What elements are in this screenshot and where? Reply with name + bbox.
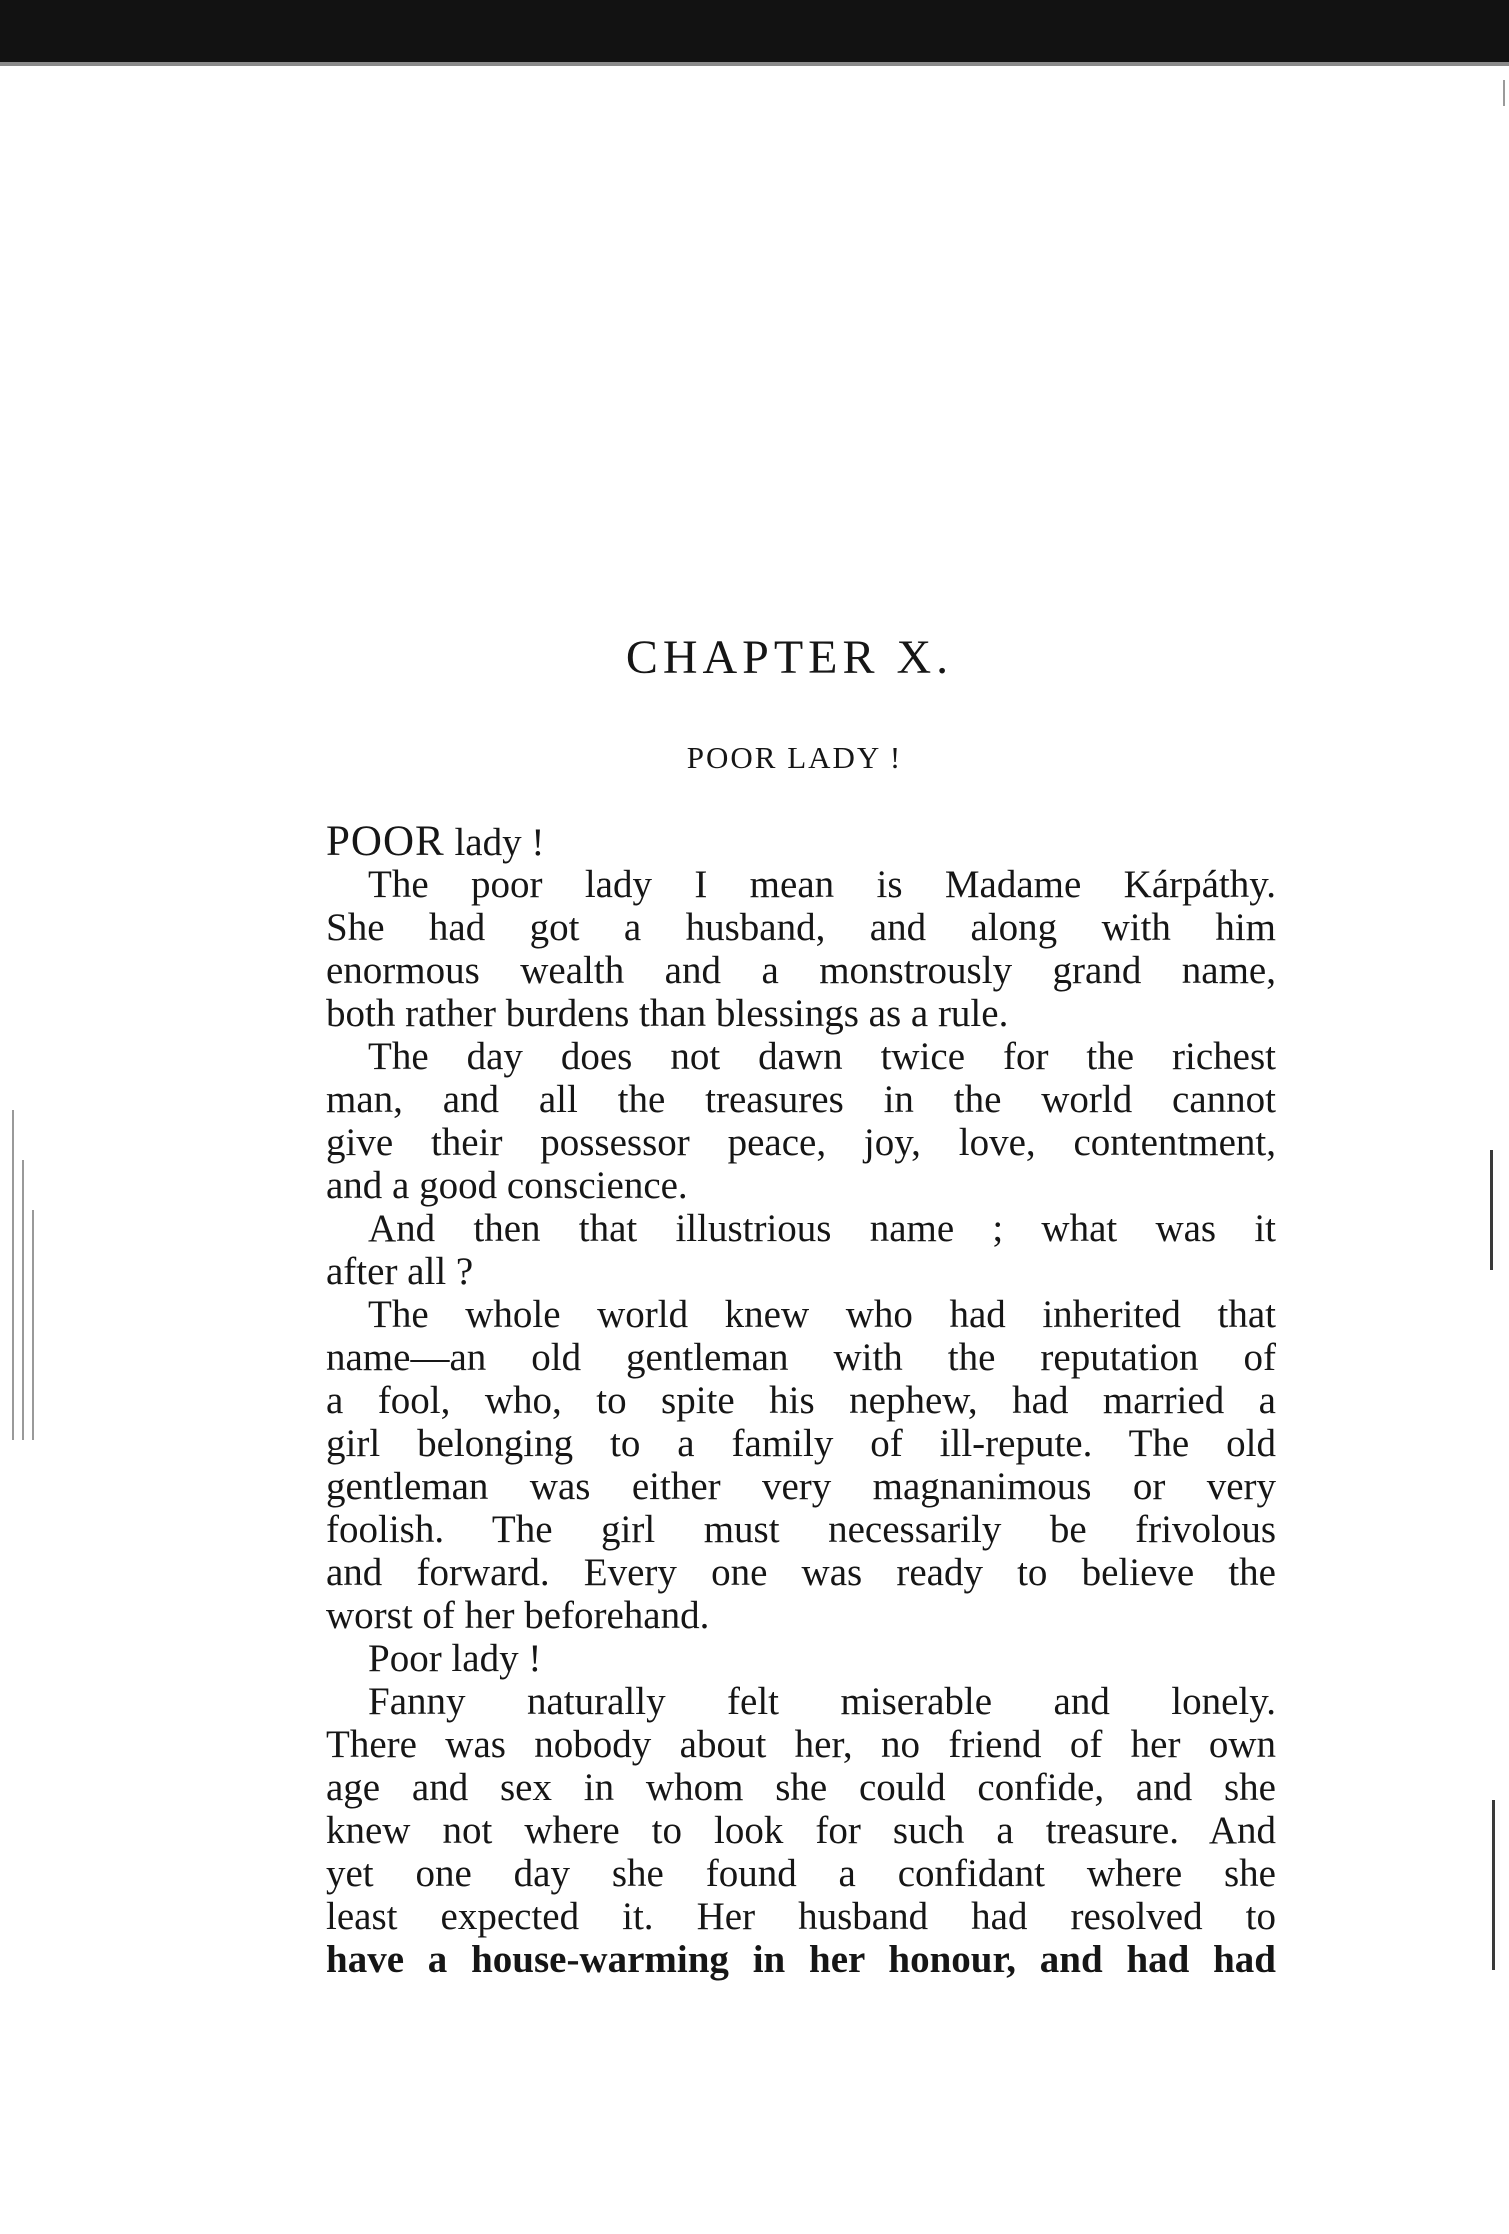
chapter-subtitle: POOR LADY ! bbox=[686, 740, 903, 775]
text-line: both rather burdens than blessings as a rule. bbox=[326, 992, 1009, 1035]
text-line: age and sex in whom she could confide, and she bbox=[326, 1766, 1276, 1809]
text-line: after all ? bbox=[326, 1250, 474, 1293]
scan-edge-mark bbox=[1503, 80, 1505, 106]
text-line: name—an old gentleman with the reputation of bbox=[326, 1336, 1276, 1379]
paragraph bbox=[326, 863, 1276, 1035]
scan-top-shadow bbox=[0, 62, 1509, 66]
text-line: And then that illustrious name ; what was it bbox=[368, 1207, 1276, 1250]
scan-edge-mark bbox=[22, 1160, 24, 1440]
scan-edge-mark bbox=[1492, 1800, 1495, 1970]
text-line: and forward. Every one was ready to believe the bbox=[326, 1551, 1276, 1594]
text-line: least expected it. Her husband had resolved to bbox=[326, 1895, 1276, 1938]
scan-top-edge bbox=[0, 0, 1509, 62]
text-line: Fanny naturally felt miserable and lonely. bbox=[368, 1680, 1276, 1723]
text-line: Poor lady ! bbox=[368, 1637, 542, 1680]
body-text bbox=[326, 820, 1276, 1981]
text-line: and a good conscience. bbox=[326, 1164, 688, 1207]
text-line: There was nobody about her, no friend of her own bbox=[326, 1723, 1276, 1766]
text-line: The whole world knew who had inherited that bbox=[368, 1293, 1276, 1336]
scan-edge-mark bbox=[1490, 1150, 1493, 1270]
paragraph bbox=[326, 1680, 1276, 1981]
text-line: worst of her beforehand. bbox=[326, 1594, 710, 1637]
paragraph bbox=[326, 820, 1276, 863]
text-line: gentleman was either very magnanimous or very bbox=[326, 1465, 1276, 1508]
text-line: She had got a husband, and along with him bbox=[326, 906, 1276, 949]
paragraph bbox=[326, 1207, 1276, 1293]
text-line: foolish. The girl must necessarily be frivolous bbox=[326, 1508, 1276, 1551]
text-line bbox=[326, 820, 1276, 863]
line-rest: lady ! bbox=[444, 821, 545, 864]
text-line: knew not where to look for such a treasure. And bbox=[326, 1809, 1276, 1852]
text-line: The poor lady I mean is Madame Kárpáthy. bbox=[368, 863, 1276, 906]
scan-edge-mark bbox=[12, 1110, 14, 1440]
text-line: a fool, who, to spite his nephew, had married a bbox=[326, 1379, 1276, 1422]
text-line: give their possessor peace, joy, love, contentment, bbox=[326, 1121, 1276, 1164]
text-line: man, and all the treasures in the world cannot bbox=[326, 1078, 1276, 1121]
text-line: have a house-warming in her honour, and had had bbox=[326, 1938, 1276, 1981]
text-line: girl belonging to a family of ill-repute. The old bbox=[326, 1422, 1276, 1465]
paragraph bbox=[326, 1293, 1276, 1637]
scan-edge-mark bbox=[32, 1210, 34, 1440]
paragraph bbox=[326, 1035, 1276, 1207]
text-line: The day does not dawn twice for the richest bbox=[368, 1035, 1276, 1078]
paragraph bbox=[326, 1637, 1276, 1680]
text-line: yet one day she found a confidant where she bbox=[326, 1852, 1276, 1895]
small-caps-lead: POOR bbox=[326, 818, 445, 865]
chapter-heading: CHAPTER X. bbox=[625, 631, 954, 684]
text-line: enormous wealth and a monstrously grand name, bbox=[326, 949, 1276, 992]
